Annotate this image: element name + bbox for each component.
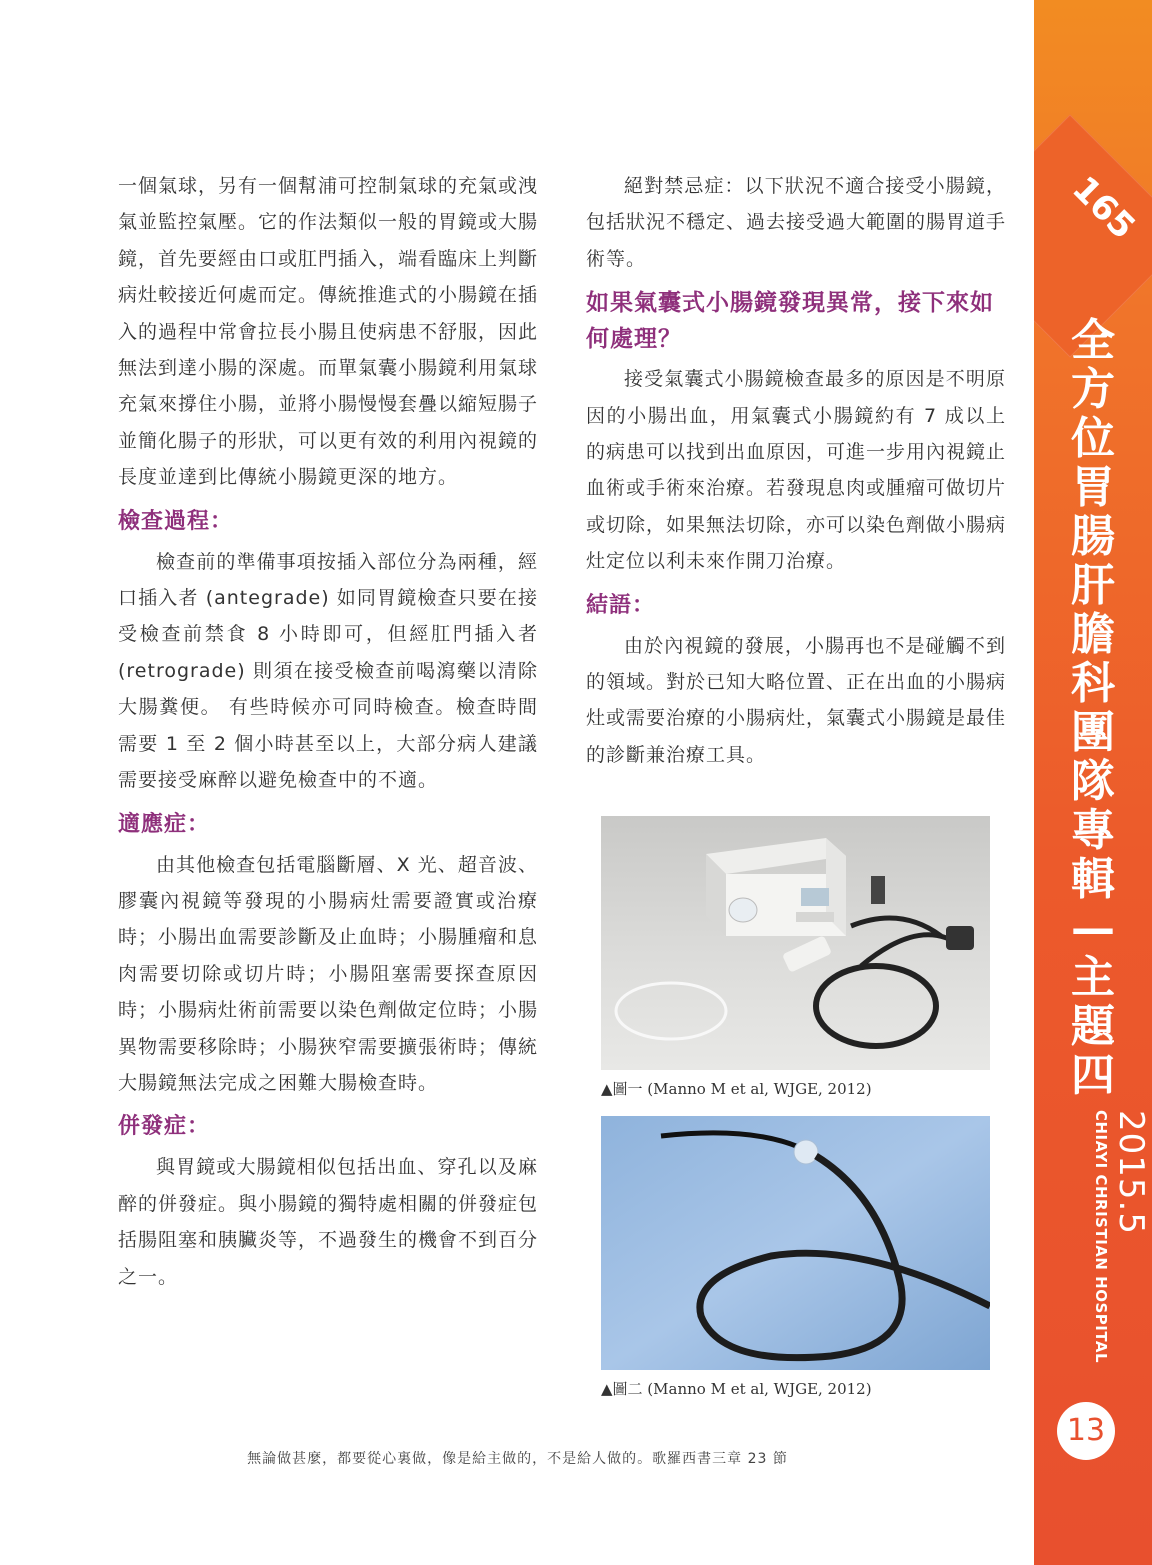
complication-paragraph: 與胃鏡或大腸鏡相似包括出血、穿孔以及麻醉的併發症。與小腸鏡的獨特處相關的併發症包括腸阻塞和胰臟炎等，不過發生的機會不到百分之一。	[118, 1156, 539, 1288]
right-column	[586, 168, 1006, 773]
page-number: 13	[1057, 1402, 1115, 1460]
indication-heading: 適應症：	[118, 811, 211, 837]
title-char: 四	[1071, 1050, 1115, 1101]
endoscope-photo	[601, 1116, 990, 1370]
hospital-name: CHIAYI CHRISTIAN HOSPITAL	[1092, 1110, 1110, 1364]
sidebar	[1034, 0, 1152, 1565]
figure-2	[601, 1116, 990, 1399]
title-char: —	[1071, 903, 1115, 954]
title-char: 專	[1071, 805, 1115, 856]
title-char: 團	[1071, 707, 1115, 758]
sidebar-title	[1034, 316, 1152, 1100]
abnormal-paragraph: 接受氣囊式小腸鏡檢查最多的原因是不明原因的小腸出血，用氣囊式小腸鏡約有 7 成以上的病患可以找到出血原因，可進一步用內視鏡止血術或手術來治療。若發現息肉或腫瘤可做切片或切除，如果無法切除，亦可以染色劑做小腸病灶定位以利未來作開刀治療。	[586, 368, 1007, 573]
issue-date: 2015.5	[1111, 1110, 1151, 1235]
title-char: 全	[1071, 315, 1115, 366]
title-char: 膽	[1071, 609, 1115, 660]
conclusion-heading: 結語：	[586, 592, 656, 618]
title-char: 肝	[1071, 560, 1115, 611]
title-char: 主	[1071, 952, 1115, 1003]
title-char: 題	[1071, 1001, 1115, 1052]
indication-paragraph: 由其他檢查包括電腦斷層、X 光、超音波、膠囊內視鏡等發現的小腸病灶需要證實或治療時；小腸出血需要診斷及止血時；小腸腫瘤和息肉需要切除或切片時；小腸阻塞需要探查原因時；小腸病灶術前需要以染色劑做定位時；小腸異物需要移除時；小腸狹窄需要擴張術時；傳統大腸鏡無法完成之困難大腸檢查時。	[118, 853, 539, 1094]
figure-2-caption: ▲圖二 (Manno M et al, WJGE, 2012)	[601, 1380, 872, 1398]
abnormal-heading: 如果氣囊式小腸鏡發現異常，接下來如何處理？	[586, 290, 994, 353]
title-char: 腸	[1071, 511, 1115, 562]
contraindication-paragraph: 絕對禁忌症：以下狀況不適合接受小腸鏡，包括狀況不穩定、過去接受過大範圍的腸胃道手術等。	[586, 175, 1007, 270]
endoscope-system-photo	[601, 816, 990, 1070]
conclusion-paragraph: 由於內視鏡的發展，小腸再也不是碰觸不到的領域。對於已知大略位置、正在出血的小腸病灶或需要治療的小腸病灶，氣囊式小腸鏡是最佳的診斷兼治療工具。	[586, 634, 1007, 766]
title-char: 位	[1071, 413, 1115, 464]
title-char: 隊	[1071, 756, 1115, 807]
intro-paragraph: 一個氣球，另有一個幫浦可控制氣球的充氣或洩氣並監控氣壓。它的作法類似一般的胃鏡或大腸鏡，首先要經由口或肛門插入，端看臨床上判斷病灶較接近何處而定。傳統推進式的小腸鏡在插入的過程中常會拉長小腸且使病患不舒服，因此無法到達小腸的深處。而單氣囊小腸鏡利用氣球充氣來撐住小腸，並將小腸慢慢套疊以縮短腸子並簡化腸子的形狀，可以更有效的利用內視鏡的長度並達到比傳統小腸鏡更深的地方。	[118, 175, 539, 489]
title-char: 胃	[1071, 462, 1115, 513]
procedure-heading: 檢查過程：	[118, 508, 234, 534]
footer-scripture: 無論做甚麼，都要從心裏做，像是給主做的，不是給人做的。歌羅西書三章 23 節	[247, 1451, 788, 1467]
title-char: 方	[1071, 364, 1115, 415]
sidebar-rotated-block	[1052, 1110, 1152, 1395]
figure-1	[601, 816, 990, 1099]
left-column	[118, 168, 538, 1295]
title-char: 科	[1071, 658, 1115, 709]
issue-number: 165	[1064, 168, 1143, 248]
title-char: 輯	[1071, 854, 1115, 905]
complication-heading: 併發症：	[118, 1114, 211, 1140]
procedure-paragraph: 檢查前的準備事項按插入部位分為兩種，經口插入者 (antegrade) 如同胃鏡檢查只要在接受檢查前禁食 8 小時即可，但經肛門插入者 (retrograde) 則須在接受檢查前喝瀉藥以清除大腸糞便。 有些時候亦可同時檢查。檢查時間需要 1 至 2 個小時甚至以上，大部分病人建議需要接受麻醉以避免檢查中的不適。	[118, 550, 538, 792]
figure-1-caption: ▲圖一 (Manno M et al, WJGE, 2012)	[601, 1080, 872, 1098]
